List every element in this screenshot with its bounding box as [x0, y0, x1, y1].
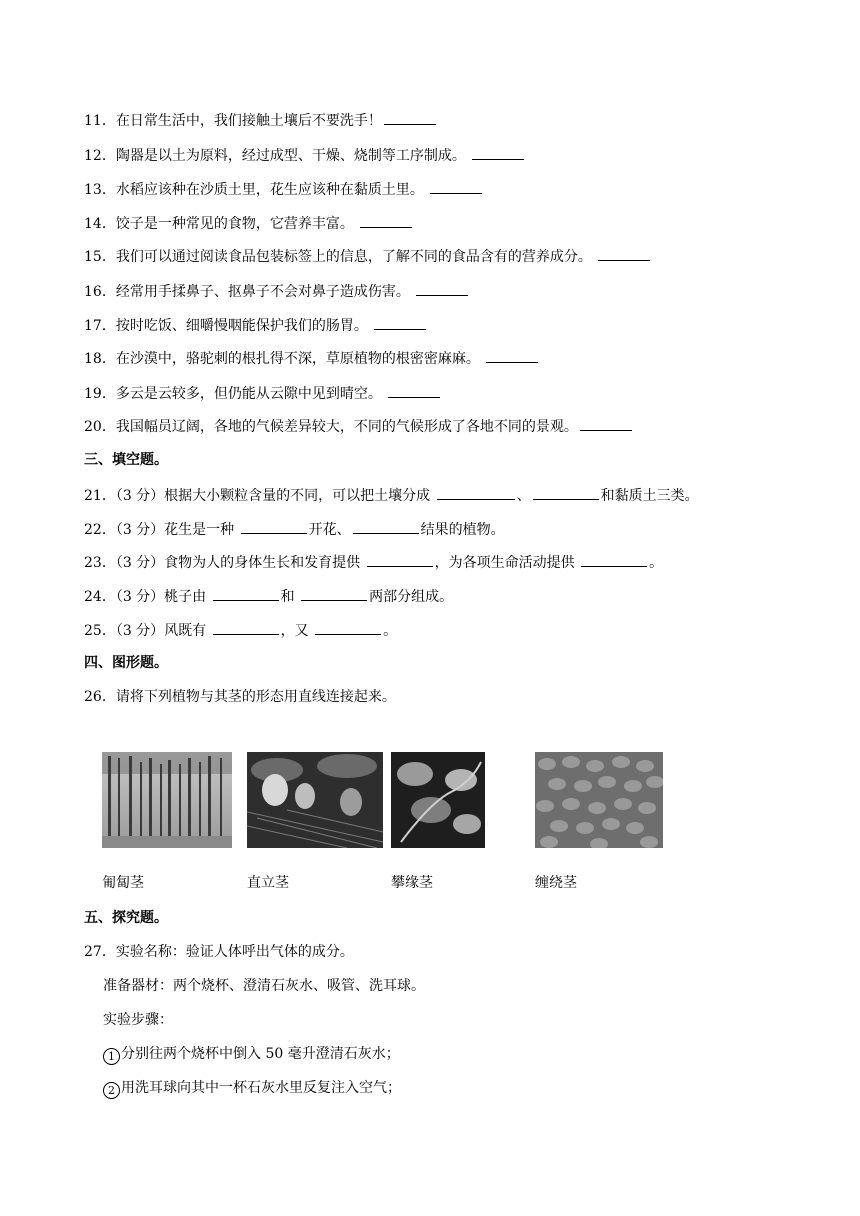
section-heading-inquiry: 五、探究题。 [84, 910, 168, 926]
step-2: 2 用洗耳球向其中一杯石灰水里反复注入空气； [103, 1079, 401, 1099]
question-17: 17．按时吃饭、细嚼慢咽能保护我们的肠胃。 [84, 315, 428, 335]
answer-blank[interactable] [430, 179, 482, 194]
question-24: 24．（3 分）桃子由 和 两部分组成。 [84, 586, 453, 606]
steps-title: 实验步骤： [103, 1012, 173, 1028]
question-23: 23．（3 分）食物为人的身体生长和发育提供 ，为各项生命活动提供 。 [84, 552, 663, 572]
circled-number: 2 [103, 1082, 120, 1099]
answer-blank[interactable] [384, 110, 436, 125]
section-heading-fill: 三、填空题。 [84, 452, 168, 468]
question-12: 12．陶器是以土为原料，经过成型、干燥、烧制等工序制成。 [84, 145, 526, 165]
question-15: 15．我们可以通过阅读食品包装标签上的信息，了解不同的食品含有的营养成分。 [84, 246, 652, 266]
question-22: 22．（3 分）花生是一种 开花、 结果的植物。 [84, 519, 505, 539]
question-16: 16．经常用手揉鼻子、抠鼻子不会对鼻子造成伤害。 [84, 281, 470, 301]
step-1: 1 分别往两个烧杯中倒入 50 毫升澄清石灰水； [103, 1045, 400, 1065]
question-19: 19．多云是云较多，但仍能从云隙中见到晴空。 [84, 383, 442, 403]
strawberry-plant-image [247, 752, 383, 848]
question-14: 14．饺子是一种常见的食物，它营养丰富。 [84, 213, 414, 233]
tree-forest-image [102, 752, 232, 848]
equipment-line: 准备器材：两个烧杯、澄清石灰水、吸管、洗耳球。 [103, 978, 425, 994]
ivy-wall-image [535, 752, 663, 848]
answer-blank[interactable] [388, 383, 440, 398]
answer-blank[interactable] [367, 552, 433, 567]
answer-blank[interactable] [360, 213, 412, 228]
answer-blank[interactable] [416, 281, 468, 296]
answer-blank[interactable] [580, 416, 632, 431]
question-21: 21．（3 分）根据大小颗粒含量的不同，可以把土壤分成 、 和黏质土三类。 [84, 485, 699, 505]
answer-blank[interactable] [301, 586, 367, 601]
question-20: 20．我国幅员辽阔，各地的气候差异较大，不同的气候形成了各地不同的景观。 [84, 416, 634, 436]
question-18: 18．在沙漠中，骆驼刺的根扎得不深，草原植物的根密密麻麻。 [84, 348, 540, 368]
answer-blank[interactable] [581, 552, 647, 567]
question-13: 13．水稻应该种在沙质土里，花生应该种在黏质土里。 [84, 179, 484, 199]
circled-number: 1 [103, 1048, 120, 1065]
answer-blank[interactable] [315, 620, 381, 635]
climbing-plant-image [391, 752, 485, 848]
answer-blank[interactable] [353, 519, 419, 534]
caption-climbing-stem[interactable]: 攀缘茎 [391, 875, 433, 891]
answer-blank[interactable] [598, 246, 650, 261]
caption-creeping-stem[interactable]: 匍匐茎 [102, 875, 144, 891]
answer-blank[interactable] [241, 519, 307, 534]
caption-erect-stem[interactable]: 直立茎 [247, 875, 289, 891]
answer-blank[interactable] [472, 145, 524, 160]
question-26: 26．请将下列植物与其茎的形态用直线连接起来。 [84, 689, 396, 705]
answer-blank[interactable] [533, 485, 599, 500]
answer-blank[interactable] [213, 586, 279, 601]
question-25: 25．（3 分）风既有 ，又 。 [84, 620, 397, 640]
question-27: 27．实验名称：验证人体呼出气体的成分。 [84, 944, 354, 960]
question-11: 11．在日常生活中，我们接触土壤后不要洗手！ [84, 110, 438, 130]
answer-blank[interactable] [374, 315, 426, 330]
answer-blank[interactable] [486, 348, 538, 363]
answer-blank[interactable] [437, 485, 515, 500]
caption-twining-stem[interactable]: 缠绕茎 [535, 875, 577, 891]
section-heading-figure: 四、图形题。 [84, 655, 168, 671]
answer-blank[interactable] [213, 620, 279, 635]
